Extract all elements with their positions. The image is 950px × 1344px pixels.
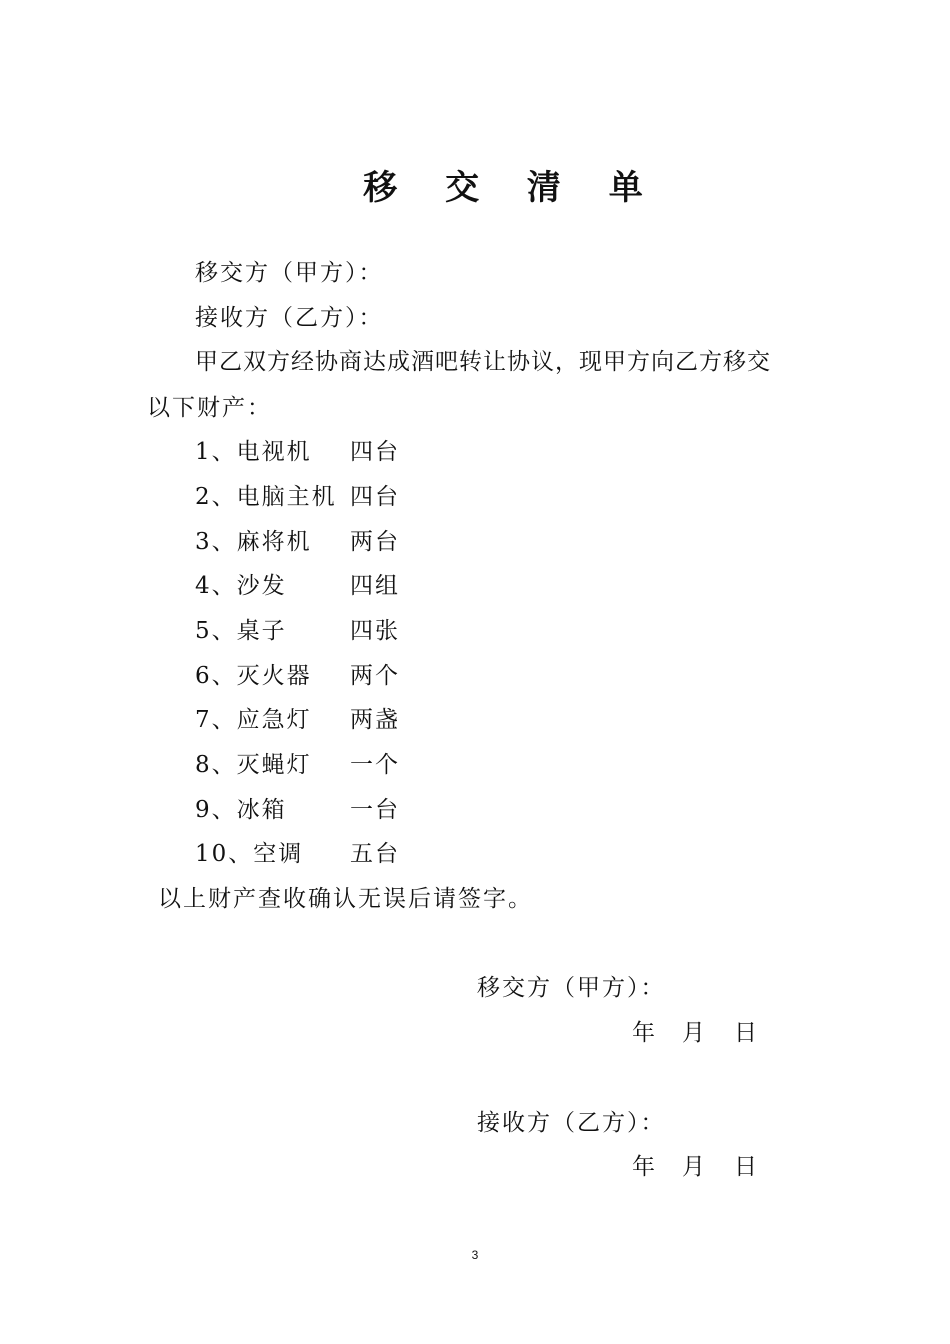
signature-transferor-label: 移交方（甲方）：: [477, 975, 666, 1001]
item-name: 6、灭火器: [195, 663, 312, 689]
item-quantity: 四台: [350, 439, 400, 465]
confirm-text: 以上财产查收确认无误后请签字。: [158, 886, 533, 912]
item-name: 2、电脑主机: [195, 484, 337, 510]
item-quantity: 四张: [350, 618, 400, 644]
transferor-label: 移交方（甲方）：: [195, 260, 384, 286]
item-name: 3、麻将机: [195, 529, 312, 555]
item-quantity: 一个: [350, 752, 400, 778]
page-number: 3: [471, 1248, 479, 1262]
item-quantity: 两台: [350, 529, 400, 555]
receiver-label: 接收方（乙方）：: [195, 305, 384, 331]
date-year: 年: [632, 1154, 655, 1180]
item-quantity: 两盏: [350, 707, 400, 733]
date-day: 日: [734, 1154, 757, 1180]
item-name: 4、沙发: [195, 573, 287, 599]
date-month: 月: [682, 1154, 705, 1180]
item-quantity: 四台: [350, 484, 400, 510]
date-month: 月: [682, 1020, 705, 1046]
item-name: 8、灭蝇灯: [195, 752, 312, 778]
item-quantity: 两个: [350, 663, 400, 689]
date-day: 日: [734, 1020, 757, 1046]
intro-line-2: 以下财产：: [147, 395, 272, 421]
item-name: 1、电视机: [195, 439, 312, 465]
signature-receiver-label: 接收方（乙方）：: [477, 1110, 666, 1136]
document-title: 移 交 清 单: [363, 168, 661, 208]
item-name: 9、冰箱: [195, 797, 287, 823]
item-quantity: 五台: [350, 841, 400, 867]
item-quantity: 一台: [350, 797, 400, 823]
item-quantity: 四组: [350, 573, 400, 599]
item-name: 7、应急灯: [195, 707, 312, 733]
item-name: 10、空调: [195, 841, 304, 867]
date-year: 年: [632, 1020, 655, 1046]
item-name: 5、桌子: [195, 618, 287, 644]
intro-line-1: 甲乙双方经协商达成酒吧转让协议，现甲方向乙方移交: [195, 349, 771, 375]
